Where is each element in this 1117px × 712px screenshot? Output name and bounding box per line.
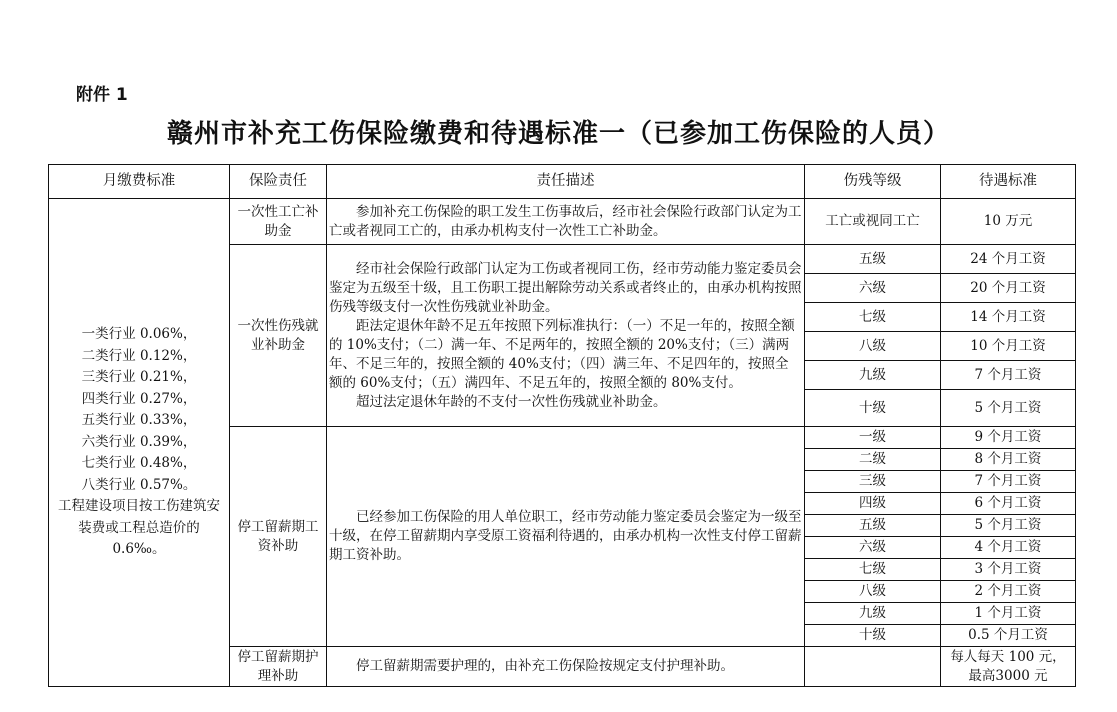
description-paragraph: 超过法定退休年龄的不支付一次性伤残就业补助金。 bbox=[356, 393, 667, 410]
description-death-benefit bbox=[327, 199, 805, 245]
attachment-label: 附件 1 bbox=[76, 85, 128, 105]
rate-line: 四类行业 0.27%， bbox=[81, 390, 197, 407]
table-row bbox=[49, 199, 1076, 245]
benefit-cell: 24 个月工资 bbox=[941, 245, 1076, 274]
benefit-line: 每人每天 100 元， bbox=[950, 648, 1066, 665]
level-cell: 六级 bbox=[805, 537, 941, 559]
document-title: 赣州市补充工伤保险缴费和待遇标准一（已参加工伤保险的人员） bbox=[166, 119, 950, 149]
benefit-cell: 6 个月工资 bbox=[941, 493, 1076, 515]
benefit-cell: 3 个月工资 bbox=[941, 559, 1076, 581]
rate-line: 五类行业 0.33%， bbox=[81, 412, 197, 429]
level-cell-empty bbox=[805, 647, 941, 687]
rate-line: 三类行业 0.21%， bbox=[81, 369, 197, 386]
rate-line: 工程建设项目按工伤建筑安装费或工程总造价的 0.6‰。 bbox=[58, 498, 220, 558]
rate-line: 八类行业 0.57%。 bbox=[81, 476, 197, 493]
header-monthly-rate: 月缴费标准 bbox=[49, 165, 230, 199]
responsibility-nursing-subsidy: 停工留薪期护理补助 bbox=[230, 647, 327, 687]
level-cell: 一级 bbox=[805, 427, 941, 449]
table-header-row bbox=[49, 165, 1076, 199]
description-employment-subsidy bbox=[327, 245, 805, 427]
responsibility-wage-subsidy: 停工留薪期工资补助 bbox=[230, 427, 327, 647]
monthly-rates-cell bbox=[49, 199, 230, 687]
benefit-cell: 1 个月工资 bbox=[941, 603, 1076, 625]
benefit-cell: 8 个月工资 bbox=[941, 449, 1076, 471]
rate-line: 六类行业 0.39%， bbox=[81, 433, 197, 450]
description-paragraph: 停工留薪期需要护理的，由补充工伤保险按规定支付护理补助。 bbox=[356, 658, 734, 674]
header-description: 责任描述 bbox=[327, 165, 805, 199]
rate-line: 二类行业 0.12%， bbox=[81, 347, 197, 364]
level-cell: 十级 bbox=[805, 390, 941, 427]
benefit-cell bbox=[941, 647, 1076, 687]
description-paragraph: 距法定退休年龄不足五年按照下列标准执行：（一）不足一年的，按照全额的 10%支付；（二）满一年、不足两年的，按照全额的 20%支付；（三）满两年、不足三年的，按照全额的 40%支付；（四）满三年、不足四年的，按照全额的 60%支付；（五）满四年、不足五年的，按照全额的 80%支付。 bbox=[329, 317, 795, 391]
benefit-cell: 10 万元 bbox=[941, 199, 1076, 245]
benefit-cell: 7 个月工资 bbox=[941, 471, 1076, 493]
level-cell: 五级 bbox=[805, 515, 941, 537]
benefit-cell: 9 个月工资 bbox=[941, 427, 1076, 449]
benefit-cell: 4 个月工资 bbox=[941, 537, 1076, 559]
level-cell: 六级 bbox=[805, 274, 941, 303]
benefit-cell: 7 个月工资 bbox=[941, 361, 1076, 390]
benefit-cell: 2 个月工资 bbox=[941, 581, 1076, 603]
level-cell: 十级 bbox=[805, 625, 941, 647]
level-cell: 九级 bbox=[805, 361, 941, 390]
level-cell: 四级 bbox=[805, 493, 941, 515]
benefit-cell: 20 个月工资 bbox=[941, 274, 1076, 303]
benefit-cell: 14 个月工资 bbox=[941, 303, 1076, 332]
level-cell: 工亡或视同工亡 bbox=[805, 199, 941, 245]
description-paragraph: 已经参加工伤保险的用人单位职工，经市劳动能力鉴定委员会鉴定为一级至十级，在停工留薪期内享受原工资福利待遇的，由承办机构一次性支付停工留薪期工资补助。 bbox=[329, 509, 802, 563]
header-responsibility: 保险责任 bbox=[230, 165, 327, 199]
description-paragraph: 经市社会保险行政部门认定为工伤或者视同工伤，经市劳动能力鉴定委员会鉴定为五级至十级，且工伤职工提出解除劳动关系或者终止的，由承办机构按照伤残等级支付一次性伤残就业补助金。 bbox=[329, 260, 802, 315]
benefit-cell: 5 个月工资 bbox=[941, 390, 1076, 427]
level-cell: 八级 bbox=[805, 581, 941, 603]
benefit-cell: 5 个月工资 bbox=[941, 515, 1076, 537]
level-cell: 七级 bbox=[805, 303, 941, 332]
description-wage-subsidy bbox=[327, 427, 805, 647]
benefit-cell: 0.5 个月工资 bbox=[941, 625, 1076, 647]
benefit-line: 最高3000 元 bbox=[968, 667, 1048, 684]
level-cell: 八级 bbox=[805, 332, 941, 361]
rate-line: 一类行业 0.06%， bbox=[81, 326, 197, 343]
level-cell: 九级 bbox=[805, 603, 941, 625]
benefit-cell: 10 个月工资 bbox=[941, 332, 1076, 361]
description-paragraph: 参加补充工伤保险的职工发生工伤事故后，经市社会保险行政部门认定为工亡或者视同工亡的，由承办机构支付一次性工亡补助金。 bbox=[329, 203, 802, 239]
responsibility-employment-subsidy: 一次性伤残就业补助金 bbox=[230, 245, 327, 427]
level-cell: 七级 bbox=[805, 559, 941, 581]
header-disability-level: 伤残等级 bbox=[805, 165, 941, 199]
responsibility-death-benefit: 一次性工亡补助金 bbox=[230, 199, 327, 245]
rate-line: 七类行业 0.48%， bbox=[81, 455, 197, 472]
insurance-standards-table bbox=[48, 164, 1076, 687]
header-benefit: 待遇标准 bbox=[941, 165, 1076, 199]
level-cell: 五级 bbox=[805, 245, 941, 274]
level-cell: 二级 bbox=[805, 449, 941, 471]
description-nursing-subsidy bbox=[327, 647, 805, 687]
level-cell: 三级 bbox=[805, 471, 941, 493]
